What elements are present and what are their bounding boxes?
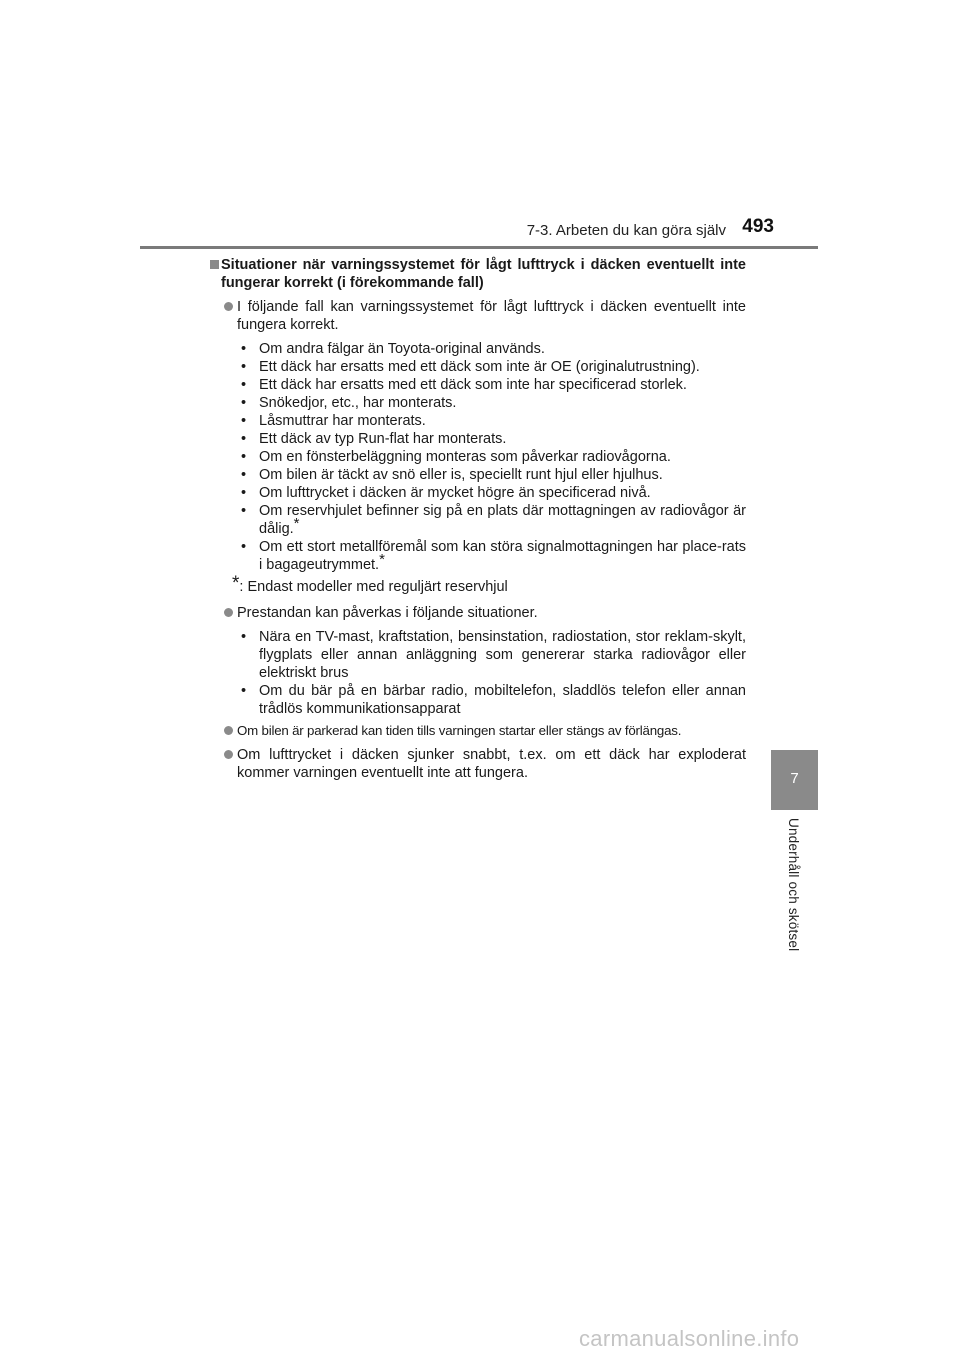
dot-bullet-icon: • — [241, 503, 247, 519]
footnote-text: : Endast modeller med reguljärt reservhjul — [239, 579, 508, 595]
point-item — [210, 722, 746, 740]
section-title: 7-3. Arbeten du kan göra själv — [526, 222, 726, 239]
dot-bullet-icon: • — [241, 449, 247, 465]
list-item: • Om ett stort metallföremål som kan störa signalmottagningen har place-rats i bagageutrymmet.* — [241, 539, 746, 573]
list-item: • Ett däck har ersatts med ett däck som inte har specificerad storlek. — [241, 377, 687, 393]
chapter-label: Underhåll och skötsel — [786, 818, 801, 952]
footnote-marker: * — [293, 515, 300, 532]
bullet-list — [210, 340, 746, 574]
dot-bullet-icon: • — [241, 683, 247, 699]
list-item: • Om du bär på en bärbar radio, mobiltelefon, sladdlös telefon eller annan trådlös kommunikationsapparat — [241, 683, 746, 717]
dot-bullet-icon: • — [241, 413, 247, 429]
dot-bullet-icon: • — [241, 341, 247, 357]
dot-bullet-icon: • — [241, 395, 247, 411]
point-text: Om bilen är parkerad kan tiden tills varningen startar eller stängs av förlängas. — [237, 723, 682, 738]
point-item — [210, 298, 746, 334]
dot-bullet-icon: • — [241, 431, 247, 447]
circle-bullet-icon — [224, 608, 233, 617]
circle-bullet-icon — [224, 302, 233, 311]
point-item — [210, 746, 746, 782]
dot-bullet-icon: • — [241, 359, 247, 375]
list-item: • Snökedjor, etc., har monterats. — [241, 395, 457, 411]
list-item: • Ett däck har ersatts med ett däck som inte är OE (originalutrustning). — [241, 359, 700, 375]
footnote-marker: * — [379, 551, 385, 568]
footnote-marker: * — [232, 573, 240, 594]
watermark: carmanualsonline.info — [579, 1326, 800, 1351]
list-item: • Ett däck av typ Run-flat har monterats. — [241, 431, 507, 447]
page-header — [140, 212, 818, 249]
point-item — [210, 604, 746, 622]
list-item: • Om bilen är täckt av snö eller is, speciellt runt hjul eller hjulhus. — [241, 467, 663, 483]
point-text: I följande fall kan varningssystemet för lågt lufttryck i däcken eventuellt inte fungera korrekt. — [237, 299, 746, 333]
dot-bullet-icon: • — [241, 467, 247, 483]
chapter-tab — [771, 750, 818, 810]
dot-bullet-icon: • — [241, 629, 247, 645]
point-text: Prestandan kan påverkas i följande situationer. — [237, 605, 538, 621]
chapter-number: 7 — [790, 770, 799, 787]
dot-bullet-icon: • — [241, 485, 247, 501]
circle-bullet-icon — [224, 726, 233, 735]
section-heading-text: Situationer när varningssystemet för lågt lufttryck i däcken eventuellt inte fungerar korrekt (i förekommande fall) — [221, 257, 746, 291]
dot-bullet-icon: • — [241, 539, 247, 555]
list-item: • Om reservhjulet befinner sig på en plats där mottagningen av radiovågor är dålig.* — [241, 503, 746, 537]
page-number: 493 — [742, 216, 774, 237]
point-text: Om lufttrycket i däcken sjunker snabbt, t.ex. om ett däck har exploderat kommer varningen eventuellt inte att fungera. — [237, 747, 746, 781]
dot-bullet-icon: • — [241, 377, 247, 393]
main-content — [210, 256, 746, 788]
list-item: • Låsmuttrar har monterats. — [241, 413, 426, 429]
circle-bullet-icon — [224, 750, 233, 759]
list-item: • Om andra fälgar än Toyota-original används. — [241, 341, 545, 357]
list-item: • Om lufttrycket i däcken är mycket högre än specificerad nivå. — [241, 485, 651, 501]
list-item: • Om en fönsterbeläggning monteras som påverkar radiovågorna. — [241, 449, 671, 465]
list-item: • Nära en TV-mast, kraftstation, bensinstation, radiostation, stor reklam-skylt, flygplats eller annan anläggning som genererar starka radiovågor eller elektriskt brus — [241, 629, 746, 681]
section-heading — [210, 256, 746, 292]
bullet-list — [210, 628, 746, 718]
footnote — [210, 573, 746, 596]
square-bullet-icon — [210, 260, 219, 269]
